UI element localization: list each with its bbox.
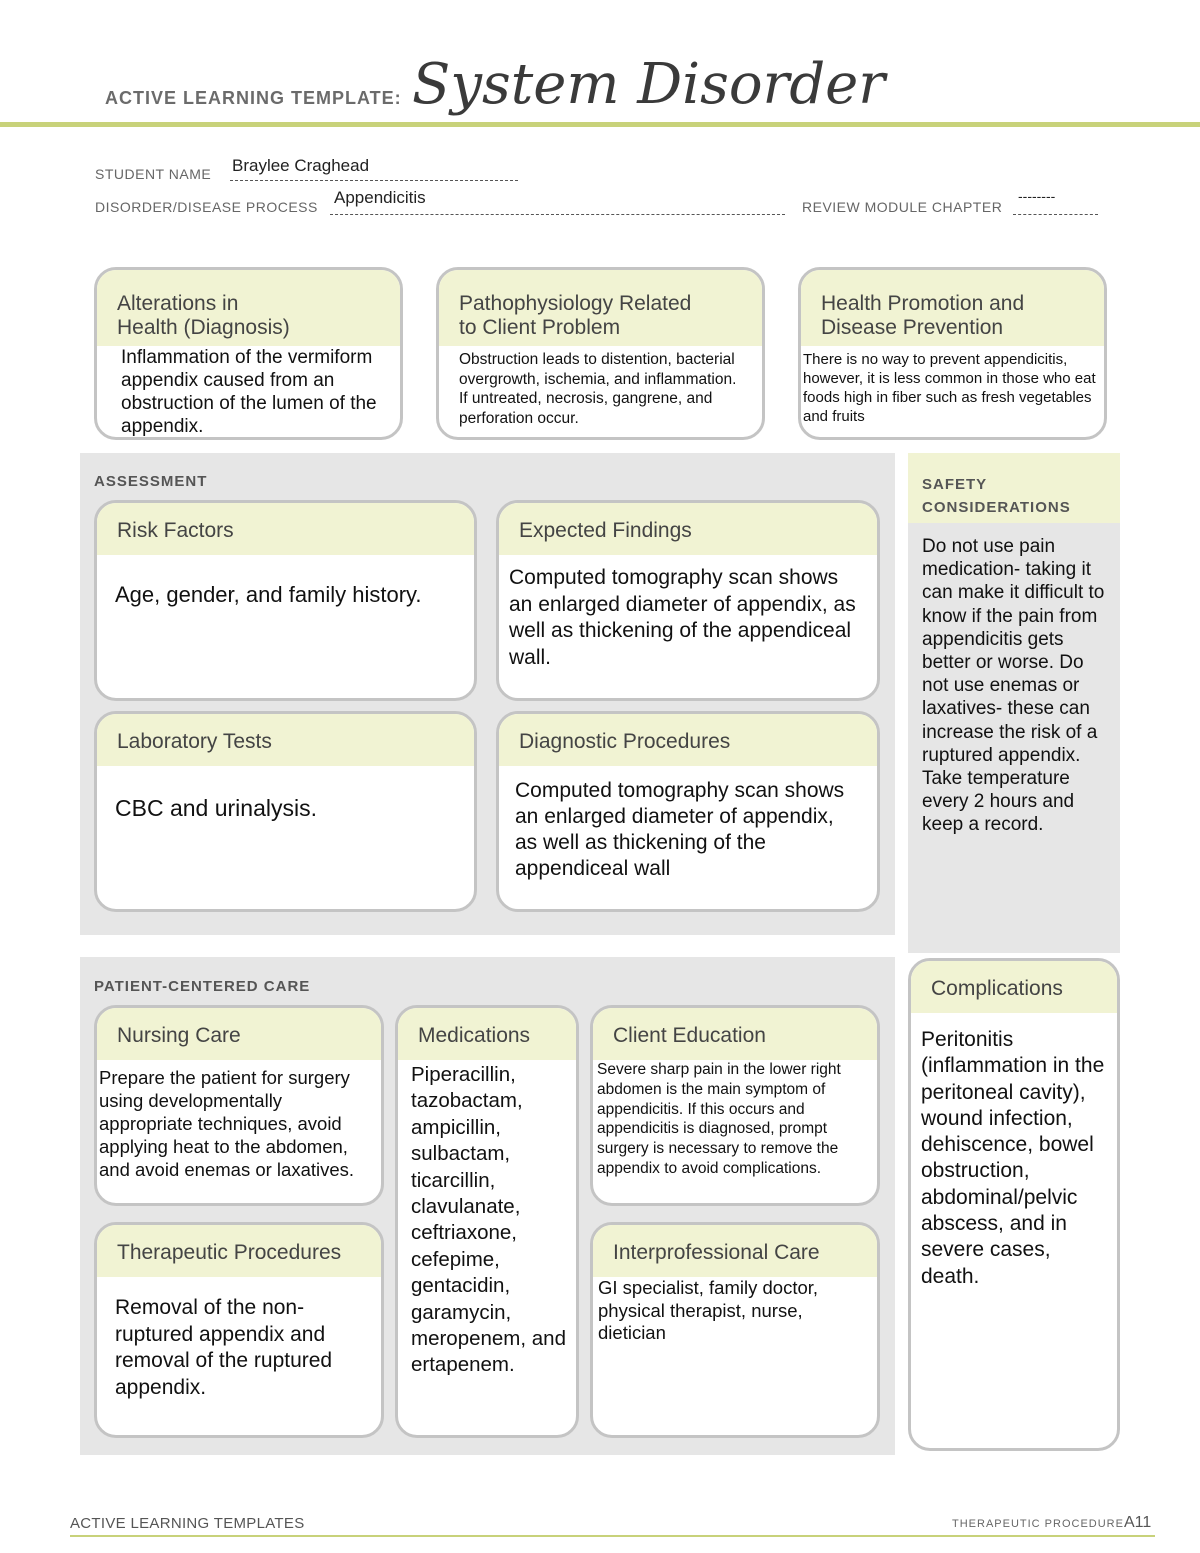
health-promotion-title-line2: Disease Prevention <box>821 316 1004 339</box>
health-promotion-title-line1: Health Promotion and <box>821 292 1025 315</box>
therapeutic-procedures-card <box>94 1222 384 1438</box>
student-name-field[interactable]: Braylee Craghead <box>232 156 370 175</box>
complications-title: Complications <box>911 961 1117 1013</box>
risk-factors-title: Risk Factors <box>97 503 474 555</box>
footer-left-label: ACTIVE LEARNING TEMPLATES <box>70 1515 305 1532</box>
pathophysiology-body[interactable]: Obstruction leads to distention, bacterial overgrowth, ischemia, and inflammation. If untreated, necrosis, gangrene, and perforation occur. <box>459 351 737 427</box>
client-education-title: Client Education <box>593 1008 877 1060</box>
footer-right-label: THERAPEUTIC PROCEDURE <box>952 1518 1124 1530</box>
health-promotion-body[interactable]: There is no way to prevent appendicitis, however, it is less common in those who eat foods high in fiber such as fresh vegetables and fruits <box>803 351 1096 425</box>
diagnostic-procedures-title: Diagnostic Procedures <box>499 714 877 766</box>
client-education-body[interactable]: Severe sharp pain in the lower right abdomen is the main symptom of appendicitis. If this occurs and appendicitis is diagnosed, prompt surgery is necessary to remove the appendix to avoid complications. <box>597 1061 841 1177</box>
interprofessional-care-title: Interprofessional Care <box>593 1225 877 1277</box>
student-name-label: STUDENT NAME <box>95 166 212 182</box>
complications-card <box>908 958 1120 1451</box>
health-promotion-card <box>798 267 1107 440</box>
nursing-care-title: Nursing Care <box>97 1008 381 1060</box>
safety-heading <box>922 473 1071 519</box>
header-rule <box>0 122 1200 127</box>
assessment-heading: ASSESSMENT <box>94 473 208 490</box>
template-label: ACTIVE LEARNING TEMPLATE: <box>105 88 402 108</box>
safety-body[interactable]: Do not use pain medication- taking it can make it difficult to know if the pain from appendicitis gets better or worse. Do not use enemas or laxatives- these can increase the risk of a ruptured appendix. Take temperature every 2 hours and keep a record. <box>922 536 1105 836</box>
laboratory-tests-title: Laboratory Tests <box>97 714 474 766</box>
page-number: A11 <box>1124 1514 1152 1531</box>
alterations-header <box>97 270 400 346</box>
pathophysiology-title-line1: Pathophysiology Related <box>459 292 692 315</box>
pathophysiology-title-line2: to Client Problem <box>459 316 621 339</box>
review-module-line <box>1013 214 1098 215</box>
laboratory-tests-body[interactable]: CBC and urinalysis. <box>115 795 317 821</box>
review-module-field[interactable]: -------- <box>1018 188 1056 204</box>
alterations-title-line1: Alterations in <box>117 292 239 315</box>
patient-centered-care-heading: PATIENT-CENTERED CARE <box>94 978 311 995</box>
alterations-body[interactable]: Inflammation of the vermiform appendix caused from an obstruction of the lumen of the appendix. <box>121 347 377 437</box>
alterations-card <box>94 267 403 440</box>
safety-heading-line2: CONSIDERATIONS <box>922 499 1071 516</box>
review-module-label: REVIEW MODULE CHAPTER <box>802 199 1003 215</box>
footer-rule <box>70 1535 1155 1537</box>
student-name-line <box>230 180 518 181</box>
risk-factors-card <box>94 500 477 701</box>
expected-findings-title: Expected Findings <box>499 503 877 555</box>
interprofessional-care-card <box>590 1222 880 1438</box>
pathophysiology-card <box>436 267 765 440</box>
expected-findings-card <box>496 500 880 701</box>
nursing-care-card <box>94 1005 384 1206</box>
risk-factors-body[interactable]: Age, gender, and family history. <box>115 582 422 607</box>
diagnostic-procedures-body[interactable]: Computed tomography scan shows an enlarged diameter of appendix, as well as thickening of the appendiceal wall <box>515 779 845 880</box>
client-education-card <box>590 1005 880 1206</box>
diagnostic-procedures-card <box>496 711 880 912</box>
nursing-care-body[interactable]: Prepare the patient for surgery using developmentally appropriate techniques, avoid applying heat to the abdomen, and avoid enemas or laxatives. <box>99 1067 355 1180</box>
therapeutic-procedures-title: Therapeutic Procedures <box>97 1225 381 1277</box>
pathophysiology-header <box>439 270 762 346</box>
medications-body[interactable]: Piperacillin, tazobactam, ampicillin, sulbactam, ticarcillin, clavulanate, ceftriaxone, cefepime, gentacidin, garamycin, meropenem, and ertapenem. <box>411 1063 566 1377</box>
page-title: System Disorder <box>412 52 886 117</box>
safety-heading-line1: SAFETY <box>922 476 988 493</box>
disorder-field[interactable]: Appendicitis <box>334 188 426 207</box>
interprofessional-care-body[interactable]: GI specialist, family doctor, physical therapist, nurse, dietician <box>598 1277 819 1343</box>
alterations-title-line2: Health (Diagnosis) <box>117 316 290 339</box>
laboratory-tests-card <box>94 711 477 912</box>
disorder-line <box>330 214 785 215</box>
therapeutic-procedures-body[interactable]: Removal of the non-ruptured appendix and removal of the ruptured appendix. <box>115 1296 333 1399</box>
complications-body[interactable]: Peritonitis (inflammation in the peritoneal cavity), wound infection, dehiscence, bowel obstruction, abdominal/pelvic abscess, and in severe cases, death. <box>921 1028 1105 1288</box>
medications-card <box>395 1005 579 1438</box>
medications-title: Medications <box>398 1008 576 1060</box>
expected-findings-body[interactable]: Computed tomography scan shows an enlarged diameter of appendix, as well as thickening of the appendiceal wall. <box>509 566 856 669</box>
disorder-label: DISORDER/DISEASE PROCESS <box>95 199 318 215</box>
health-promotion-header <box>801 270 1104 346</box>
